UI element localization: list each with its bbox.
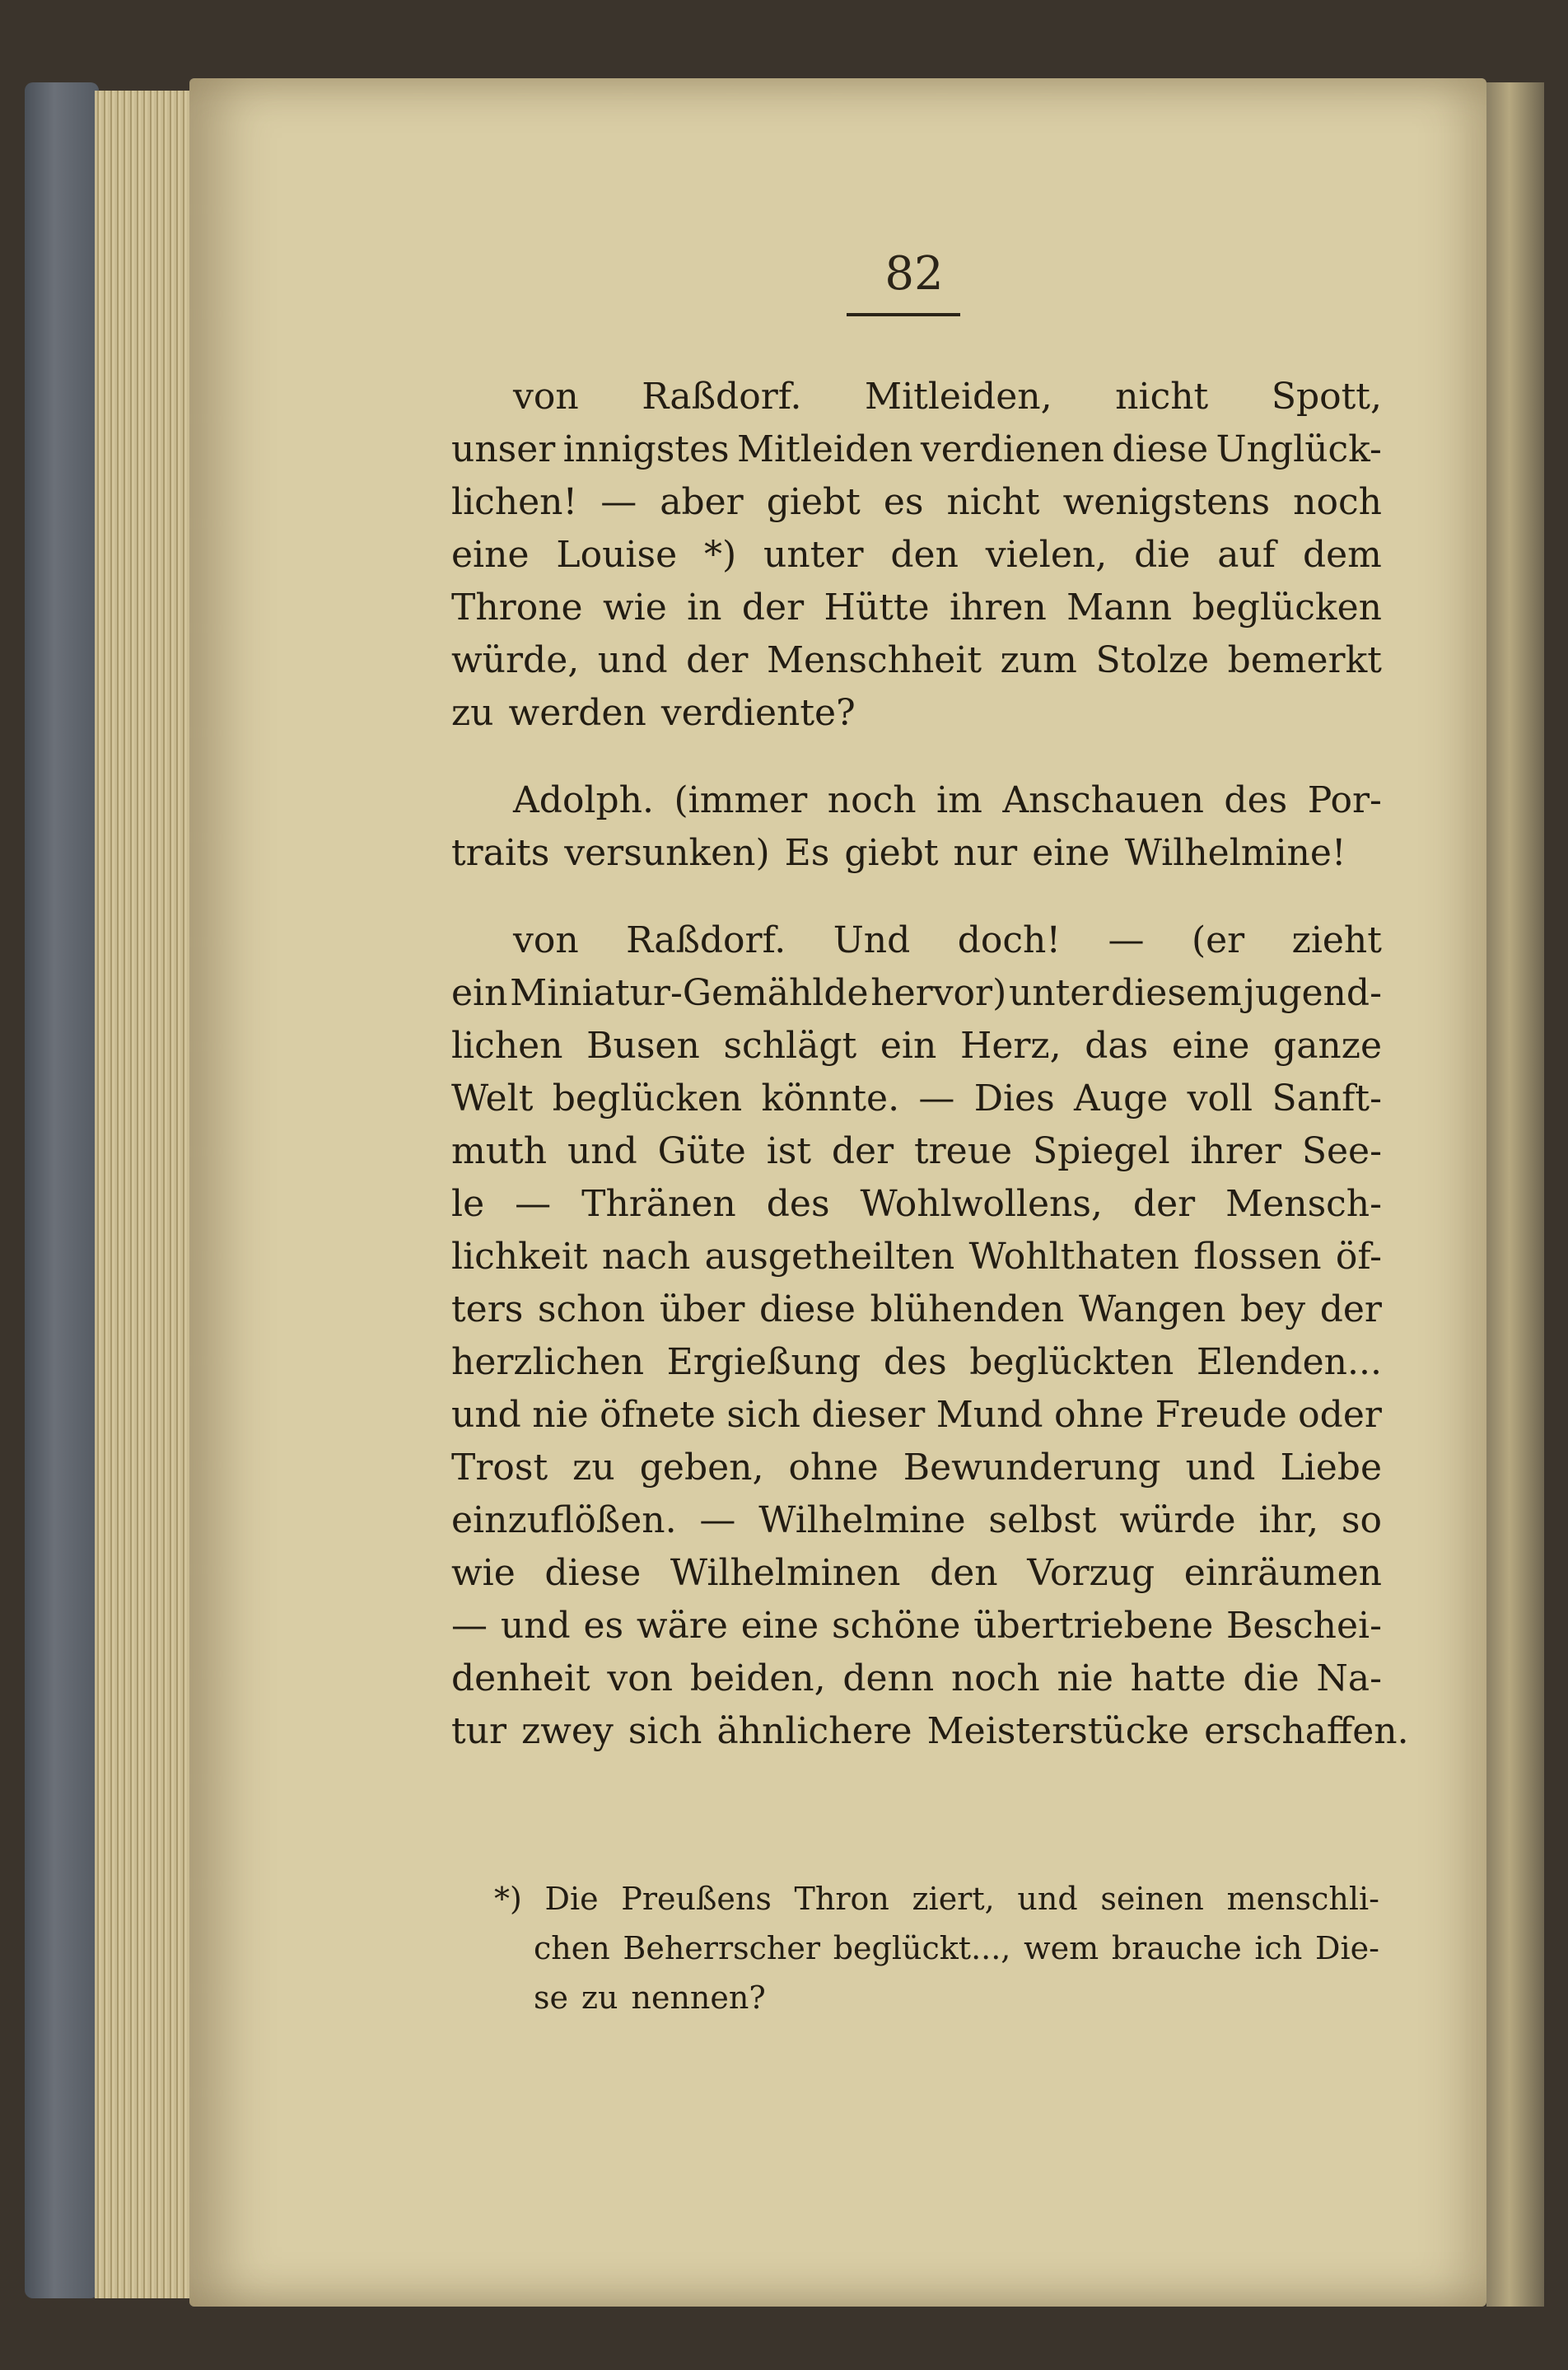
text-line: und nie öfnete sich dieser Mund ohne Freude oder: [451, 1394, 1382, 1436]
text-line: — und es wäre eine schöne übertriebene Beschei-: [451, 1605, 1382, 1647]
body-text: [451, 371, 1409, 1758]
text-line: wie diese Wilhelminen den Vorzug einräumen: [451, 1552, 1382, 1594]
text-line: ein Miniatur-Gemählde hervor) unter diesem jugend-: [451, 972, 1382, 1014]
text-line: muth und Güte ist der treue Spiegel ihrer See-: [451, 1130, 1382, 1172]
text-line: lichkeit nach ausgetheilten Wohlthaten flossen öf-: [451, 1236, 1382, 1278]
text-line: eine Louise *) unter den vielen, die auf dem: [451, 534, 1382, 576]
text-line: Trost zu geben, ohne Bewunderung und Liebe: [451, 1447, 1382, 1489]
footnote: [494, 1874, 1379, 2022]
footnote-line: chen Beherrscher beglückt..., wem brauche ich Die-: [534, 1930, 1379, 1966]
footnote-line: se zu nennen?: [534, 1980, 766, 2016]
paragraph-gap: [451, 880, 1382, 914]
facing-page-edge: [1486, 82, 1544, 2307]
page-number-rule: [847, 313, 960, 316]
text-line: ters schon über diese blühenden Wangen bey der: [451, 1288, 1382, 1330]
text-line: zu werden verdiente?: [451, 692, 856, 734]
text-line: tur zwey sich ähnlichere Meisterstücke erschaffen.: [451, 1710, 1409, 1752]
text-line: Welt beglücken könnte. — Dies Auge voll Sanft-: [451, 1077, 1382, 1120]
text-line: traits versunken) Es giebt nur eine Wilhelmine!: [451, 832, 1346, 874]
text-line: le — Thränen des Wohlwollens, der Mensch-: [451, 1183, 1382, 1225]
text-line: Adolph. (immer noch im Anschauen des Por-: [513, 779, 1382, 821]
page-number: 82: [884, 247, 944, 301]
text-line: unser innigstes Mitleiden verdienen diese Unglück-: [451, 428, 1382, 470]
text-line: lichen Busen schlägt ein Herz, das eine ganze: [451, 1025, 1382, 1067]
paragraph-gap: [451, 740, 1382, 774]
text-line: denheit von beiden, denn noch nie hatte die Na-: [451, 1657, 1382, 1699]
text-line: einzuflößen. — Wilhelmine selbst würde ihr, so: [451, 1499, 1382, 1541]
text-line: würde, und der Menschheit zum Stolze bemerkt: [451, 639, 1382, 681]
text-line: Throne wie in der Hütte ihren Mann beglücken: [451, 587, 1382, 629]
text-line: herzlichen Ergießung des beglückten Elenden...: [451, 1341, 1382, 1383]
book-cover-edge: [25, 82, 99, 2298]
text-line: von Raßdorf. Und doch! — (er zieht: [513, 919, 1382, 961]
text-line: von Raßdorf. Mitleiden, nicht Spott,: [513, 376, 1382, 418]
text-line: lichen! — aber giebt es nicht wenigstens noch: [451, 481, 1382, 523]
footnote-line: *) Die Preußens Thron ziert, und seinen menschli-: [494, 1881, 1379, 1917]
